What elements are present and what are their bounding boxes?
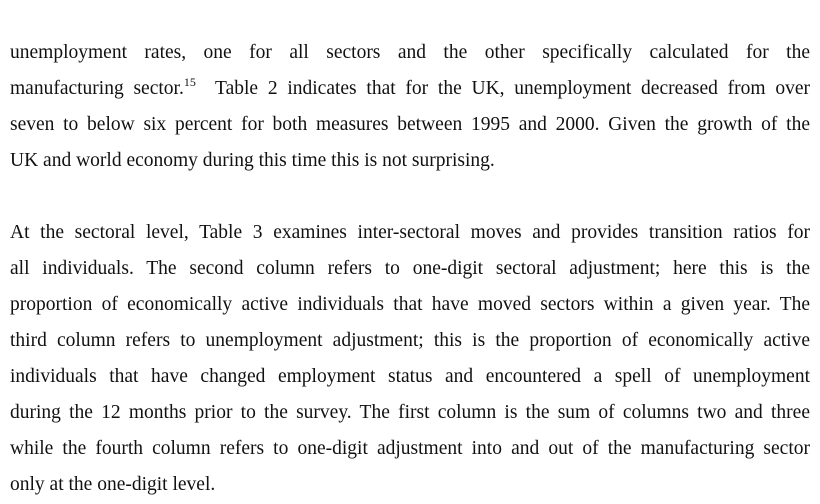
- text-line: during the 12 months prior to the survey. The first column is the sum of columns two and three: [10, 402, 810, 423]
- text-line: only at the one-digit level.: [10, 474, 216, 495]
- text-line: while the fourth column refers to one-digit adjustment into and out of the manufacturing sector: [10, 438, 810, 459]
- text-line: proportion of economically active individuals that have moved sectors within a given year. The: [10, 294, 810, 315]
- text-fragment: Table 2 indicates that for the UK, unemployment decreased from over: [215, 78, 810, 99]
- paragraph-sectoral-level: [10, 215, 810, 503]
- text-line: third column refers to unemployment adjustment; this is the proportion of economically active: [10, 330, 810, 351]
- text-line: individuals that have changed employment status and encountered a spell of unemployment: [10, 366, 810, 387]
- text-line: unemployment rates, one for all sectors and the other specifically calculated for the: [10, 42, 810, 63]
- document-page: [10, 35, 810, 503]
- text-line: At the sectoral level, Table 3 examines inter-sectoral moves and provides transition ratios for: [10, 222, 810, 243]
- text-fragment: manufacturing sector.: [10, 78, 184, 99]
- text-line: UK and world economy during this time this is not surprising.: [10, 150, 495, 171]
- paragraph-unemployment-rates: [10, 35, 810, 179]
- text-line: all individuals. The second column refers to one-digit sectoral adjustment; here this is the: [10, 258, 810, 279]
- text-line-with-footnote: [10, 71, 810, 107]
- footnote-reference[interactable]: 15: [183, 74, 196, 89]
- text-line: seven to below six percent for both measures between 1995 and 2000. Given the growth of the: [10, 114, 810, 135]
